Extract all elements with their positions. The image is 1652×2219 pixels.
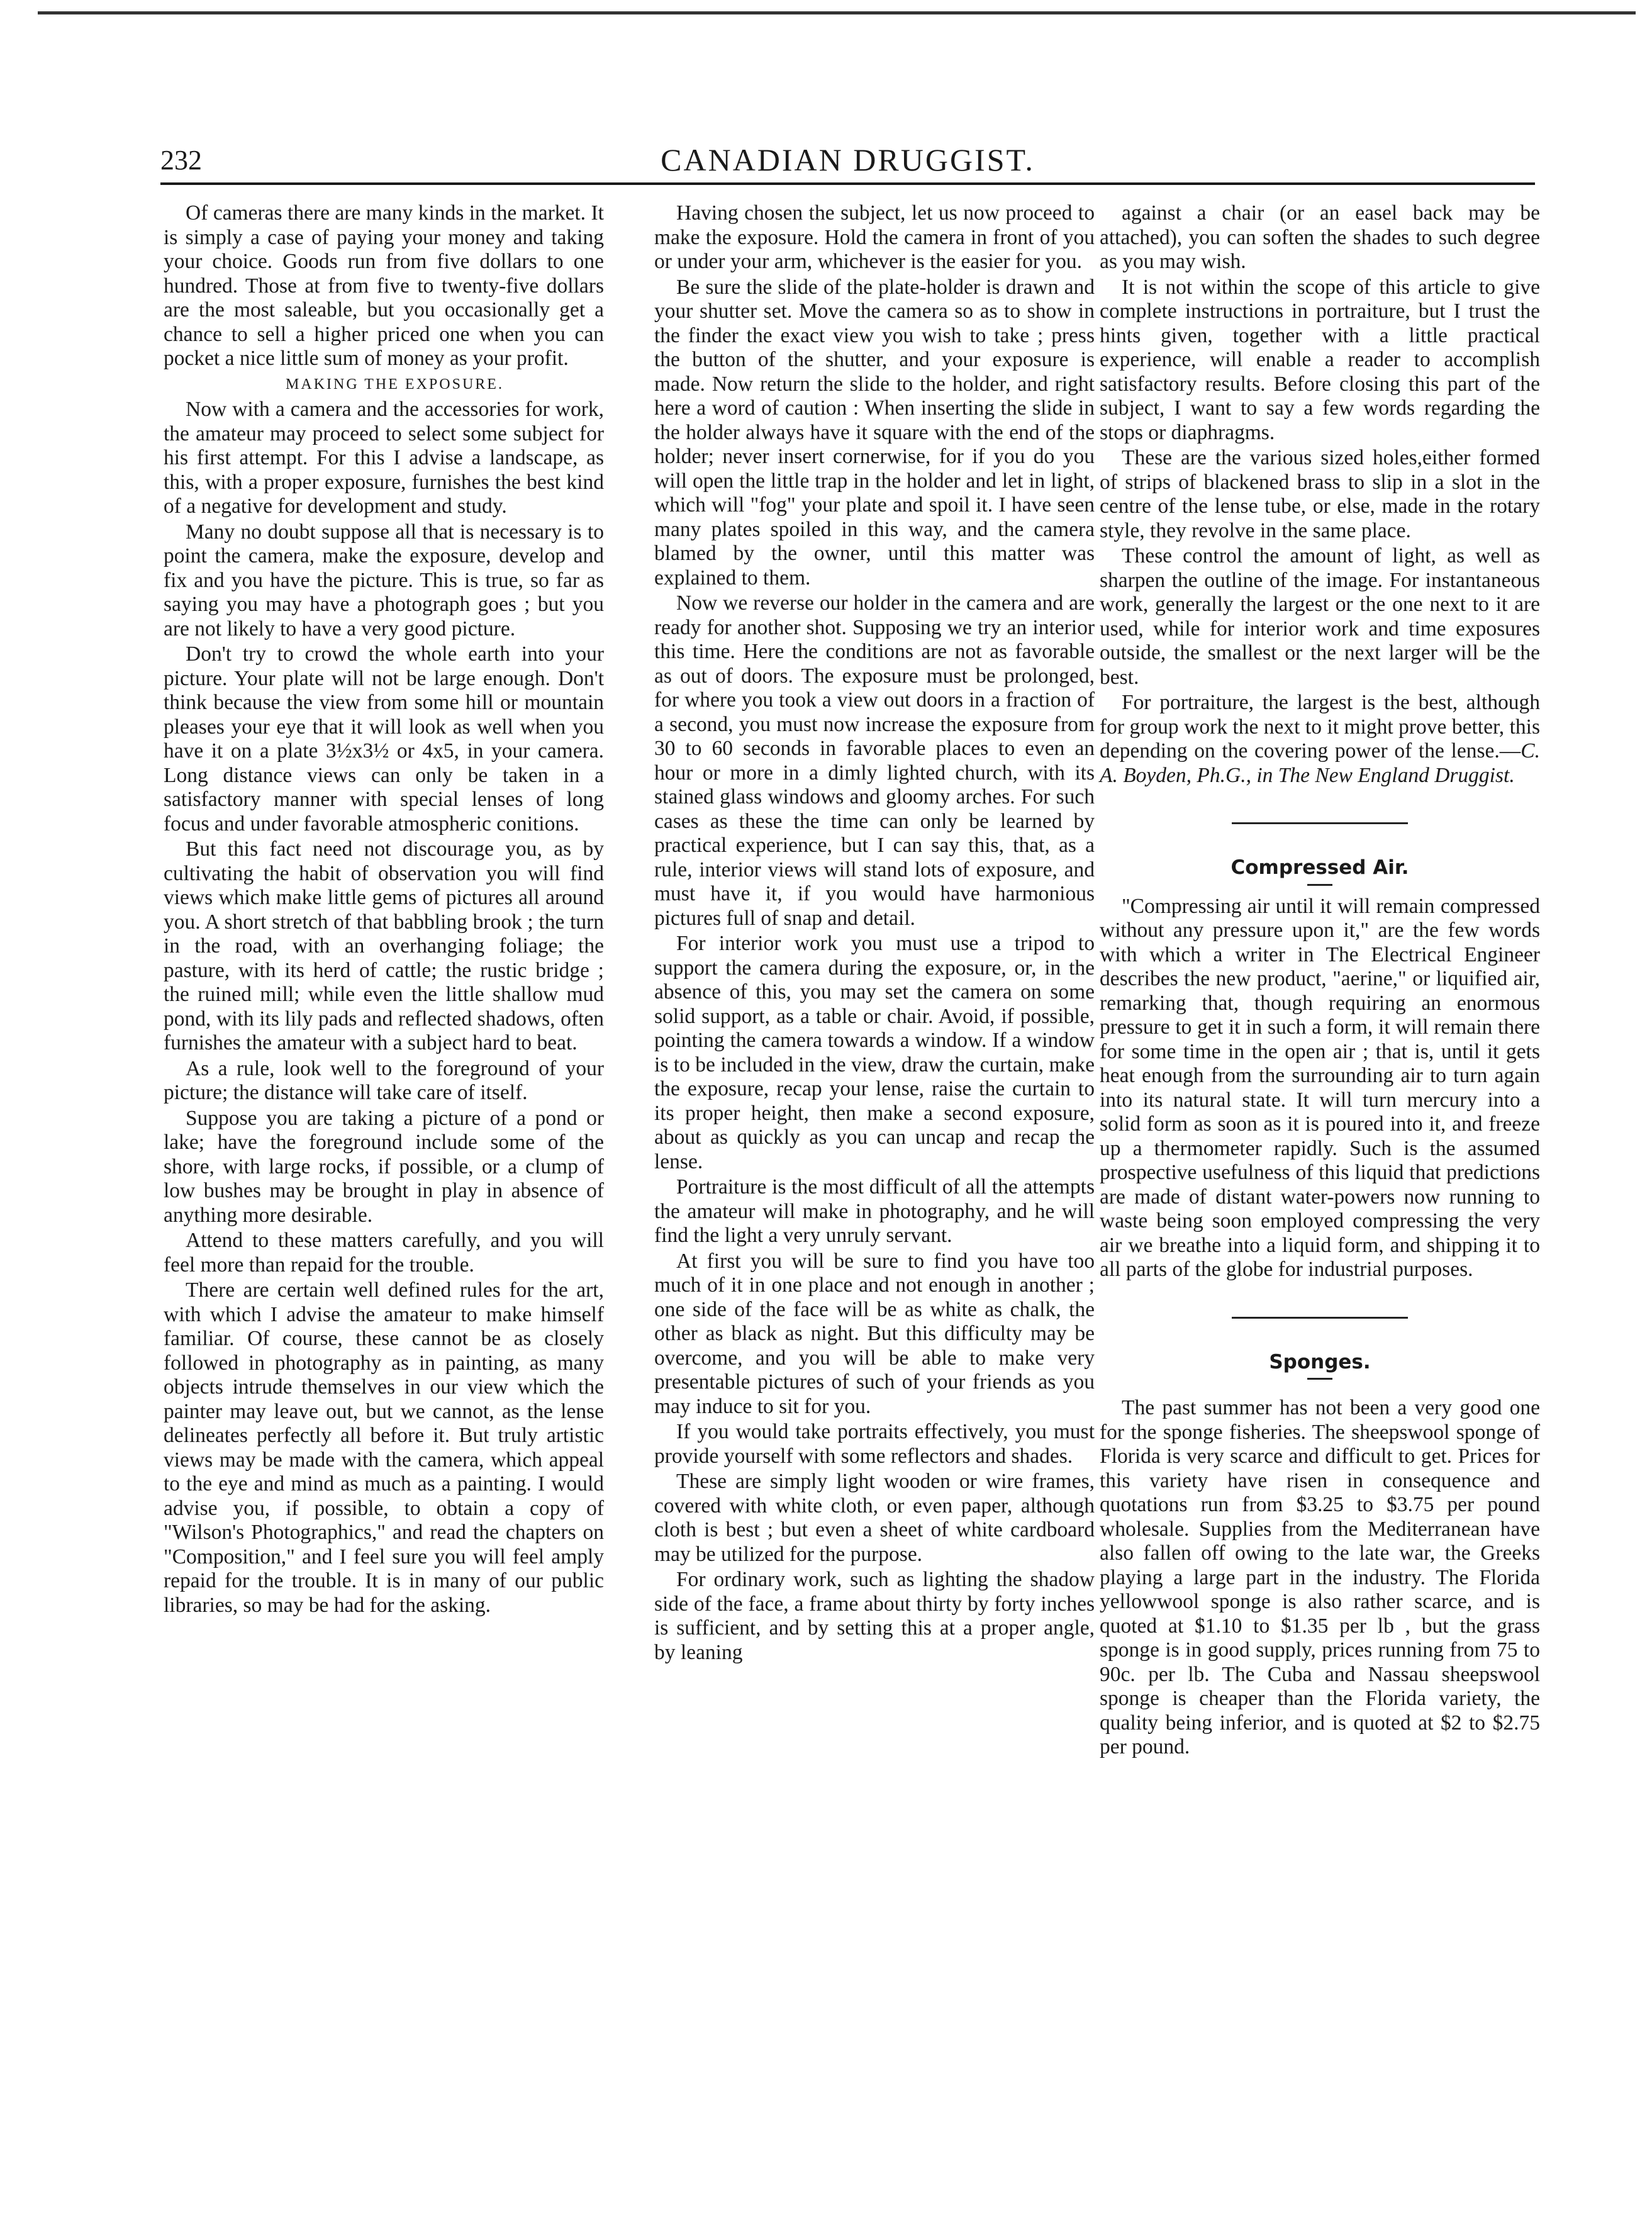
paragraph-with-signature	[1100, 691, 1540, 788]
paragraph: "Compressing air until it will remain compressed without any pressure upon it," are the few words with which a writer in The Electrical Engineer describes the new product, "aerine," or liquified air, remarking that, though requiring an enormous pressure to get it in such a form, it will remain there for some time in the open air ; that is, until it gets heat enough from the surrounding air to turn again into its natural state. It will turn mercury into a solid form as soon as it is poured into it, and freeze up a thermometer rapidly. Such is the assumed prospective usefulness of this liquid that predictions are made of distant water-powers now running to waste being soon employed compressing the very air we breathe into a liquid form, and shipping it to all parts of the globe for industrial purposes.	[1100, 894, 1540, 1281]
paragraph: These are simply light wooden or wire frames, covered with white cloth, or even paper, although cloth is best ; but even a sheet of white cardboard may be utilized for the purpose.	[654, 1470, 1095, 1566]
paragraph: Having chosen the subject, let us now proceed to make the exposure. Hold the camera in front of you or under your arm, whichever is the easier for you.	[654, 201, 1095, 273]
paragraph: Many no doubt suppose all that is necessary is to point the camera, make the exposure, develop and fix and you have the picture. This is true, so far as saying you may have a photograph goes ; but you are not likely to have a very good picture.	[164, 520, 604, 640]
title-dash	[1307, 884, 1332, 886]
section-divider	[1232, 822, 1408, 824]
column-3	[1100, 201, 1540, 1761]
paragraph: If you would take portraits effectively, you must provide yourself with some reflectors and shades.	[654, 1420, 1095, 1468]
paragraph: For ordinary work, such as lighting the shadow side of the face, a frame about thirty by forty inches is sufficient, and by setting this at a proper angle, by leaning	[654, 1568, 1095, 1664]
header-rule	[160, 182, 1535, 185]
paragraph: Now with a camera and the accessories for work, the amateur may proceed to select some subject for his first attempt. For this I advise a landscape, as this, with a proper exposure, furnishes the best kind of a negative for development and study.	[164, 398, 604, 518]
paragraph: As a rule, look well to the foreground of your picture; the distance will take care of itself.	[164, 1056, 604, 1104]
paragraph: But this fact need not discourage you, as by cultivating the habit of observation you will find views which make little gems of pictures all around you. A short stretch of that babbling brook ; the turn in the road, with an overhanging foliage; the pasture, with its herd of cattle; the rustic bridge ; the ruined mill; while even the little shallow mud pond, with its lily pads and reflected shadows, often furnishes the amateur with a subject hard to beat.	[164, 837, 604, 1054]
column-2	[654, 201, 1095, 1666]
paragraph: These are the various sized holes,either formed of strips of blackened brass to slip in a slot in the centre of the lense tube, or else, made in the rotary style, they revolve in the same place.	[1100, 446, 1540, 542]
paragraph: There are certain well defined rules for the art, with which I advise the amateur to make himself familiar. Of course, these cannot be as closely followed in photography as in painting, as many objects intrude themselves in our view which the painter may leave out, but we cannot, as the lense delineates perfectly all before it. But truly artistic views may be made with the camera, which appeal to the eye and mind as much as a painting. I would advise you, if possible, to obtain a copy of "Wilson's Photographics," and read the chapters on "Composition," and I feel sure you will feel amply repaid for the trouble. It is in many of our public libraries, so may be had for the asking.	[164, 1278, 604, 1617]
subheading-making-exposure: MAKING THE EXPOSURE.	[286, 376, 504, 393]
paragraph: For interior work you must use a tripod to support the camera during the exposure, or, in the absence of this, you may set the camera on some solid support, as a table or chair. Avoid, if possible, pointing the camera towards a window. If a window is to be included in the view, draw the curtain, make the exposure, recap your lense, raise the curtain to its proper height, then make a second exposure, about as quickly as you can uncap and recap the lense.	[654, 932, 1095, 1173]
paragraph: Now we reverse our holder in the camera and are ready for another shot. Supposing we try an interior this time. Here the conditions are not as favorable as out of doors. The exposure must be prolonged, for where you took a view out doors in a fraction of a second, you must now increase the exposure from 30 to 60 seconds in favorable places to even an hour or more in a dimly lighted church, with its stained glass windows and gloomy arches. For such cases as these the time can only be learned by practical experience, but I can say this, that, as a rule, interior views will stand lots of exposure, and must have it, if you would have harmonious pictures full of snap and detail.	[654, 591, 1095, 930]
paragraph: Don't try to crowd the whole earth into your picture. Your plate will not be large enough. Don't think because the view from some hill or mountain pleases your eye that it will look as well when you have it on a plate 3½x3½ or 4x5, in your camera. Long distance views can only be taken in a satisfactory manner with special lenses of long focus and under favorable atmospheric conitions.	[164, 642, 604, 836]
paragraph: against a chair (or an easel back may be attached), you can soften the shades to such degree as you may wish.	[1100, 201, 1540, 273]
article-signature: C. A. Boyden, Ph.G., in The New England Druggist.	[1100, 739, 1540, 787]
paragraph: At first you will be sure to find you have too much of it in one place and not enough in another ; one side of the face will be as white as chalk, the other as black as night. But this difficulty may be overcome, and you will be able to make very presentable pictures of such of your friends as you may induce to sit for you.	[654, 1249, 1095, 1418]
title-dash	[1307, 1378, 1332, 1380]
paragraph: These control the amount of light, as well as sharpen the outline of the image. For instantaneous work, generally the largest or the one next to it are used, while for interior work and time exposures outside, the smallest or the next larger will be the best.	[1100, 544, 1540, 689]
paragraph: Attend to these matters carefully, and you will feel more than repaid for the trouble.	[164, 1229, 604, 1277]
paragraph: Portraiture is the most difficult of all the attempts the amateur will make in photography, and he will find the light a very unruly servant.	[654, 1175, 1095, 1247]
section-title-sponges: Sponges.	[1269, 1350, 1371, 1373]
page-header	[160, 142, 1535, 179]
top-border-rule	[38, 11, 1636, 14]
running-title: CANADIAN DRUGGIST.	[661, 142, 1035, 177]
section-title-compressed-air: Compressed Air.	[1231, 856, 1409, 879]
paragraph: Suppose you are taking a picture of a pond or lake; have the foreground include some of the shore, with large rocks, if possible, or a clump of low bushes may be brought in play in absence of anything more desirable.	[164, 1106, 604, 1227]
paragraph: It is not within the scope of this article to give complete instructions in portraiture, but I trust the hints given, together with a little practical experience, will enable a reader to accomplish satisfactory results. Before closing this part of the subject, I want to say a few words regarding the stops or diaphragms.	[1100, 275, 1540, 444]
page-number: 232	[160, 145, 202, 176]
paragraph: The past summer has not been a very good one for the sponge fisheries. The sheepswool sponge of Florida is very scarce and difficult to get. Prices for this variety have risen in consequence and quotations run from $3.25 to $3.75 per pound wholesale. Supplies from the Mediterranean have also fallen off owing to the late war, the Greeks playing a large part in the industry. The Florida yellowwool sponge is also rather scarce, and is quoted at $1.10 to $1.35 per lb , but the grass sponge is in good supply, prices running from 75 to 90c. per lb. The Cuba and Nassau sheepswool sponge is cheaper than the Florida variety, the quality being inferior, and is quoted at $2 to $2.75 per pound.	[1100, 1396, 1540, 1758]
paragraph: Be sure the slide of the plate-holder is drawn and your shutter set. Move the camera so as to show in the finder the exact view you wish to take ; press the button of the shutter, and your exposure is made. Now return the slide to the holder, and right here a word of caution : When inserting the slide in the holder always have it square with the end of the holder; never insert cornerwise, for if you do you will open the little trap in the holder and let in light, which will "fog" your plate and spoil it. I have seen many plates spoiled in this way, and the camera blamed by the owner, until this matter was explained to them.	[654, 275, 1095, 590]
paragraph: Of cameras there are many kinds in the market. It is simply a case of paying your money and taking your choice. Goods run from five dollars to one hundred. Those at from five to twenty-five dollars are the most saleable, but you occasionally get a chance to sell a higher priced one when you can pocket a nice little sum of money as your profit.	[164, 201, 604, 370]
column-1	[164, 201, 604, 1619]
section-divider	[1232, 1317, 1408, 1319]
paragraph-text: For portraiture, the largest is the best, although for group work the next to it might prove better, this depending on the covering power of the lense.—	[1100, 691, 1540, 763]
